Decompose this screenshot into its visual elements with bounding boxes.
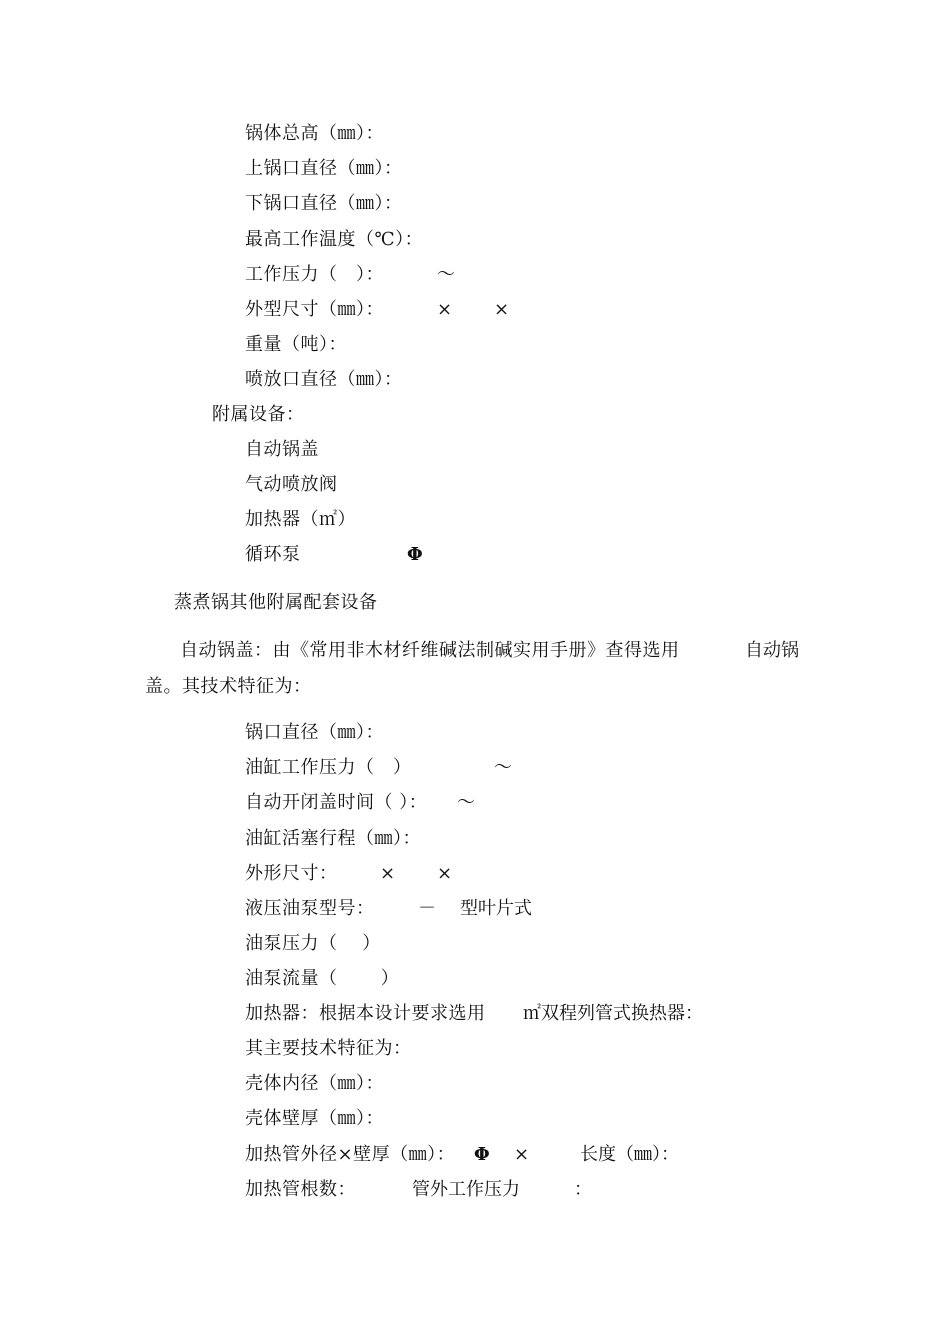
accessory-item: 自动锅盖 (245, 439, 319, 460)
section-title: 蒸煮锅其他附属配套设备 (174, 592, 378, 613)
spec-lower-diameter: 下锅口直径（㎜）： (245, 193, 403, 214)
spec-shell-inner: 壳体内径（㎜）： (245, 1073, 384, 1094)
spec-shape-size: 外形尺寸： (245, 863, 338, 884)
spec-pump-flow: 油泵流量（ ） (245, 968, 400, 989)
paragraph-line1-tail: 自动锅 (745, 640, 799, 661)
spec-open-close-time: 自动开闭盖时间（ ）： (245, 792, 428, 813)
spec-tube-count: 加热管根数： (245, 1179, 356, 1200)
spec-open-close-tilde: ～ (457, 792, 475, 813)
spec-upper-diameter: 上锅口直径（㎜）： (245, 158, 403, 179)
spec-heater-select: 加热器：根据本设计要求选用 (245, 1003, 486, 1024)
spec-tube-x: × (514, 1144, 530, 1165)
pump-phi: Φ (407, 544, 423, 565)
spec-pump-model-dash: － (418, 898, 436, 919)
spec-tube-dims: 加热管外径×壁厚（㎜）： (245, 1144, 456, 1165)
spec-shell-wall: 壳体壁厚（㎜）： (245, 1108, 384, 1129)
spec-work-pressure: 工作压力（ ）： (245, 264, 384, 285)
accessory-item: 循环泵 (245, 544, 301, 565)
accessories-heading: 附属设备： (212, 404, 305, 425)
spec-tube-outer-colon: ： (574, 1179, 592, 1200)
accessory-item: 加热器（㎡） (245, 509, 356, 530)
spec-tube-outer-pressure: 管外工作压力 (412, 1179, 520, 1200)
spec-main-features: 其主要技术特征为： (245, 1038, 412, 1059)
spec-pot-diameter: 锅口直径（㎜）： (245, 722, 384, 743)
spec-tube-phi: Φ (474, 1144, 490, 1165)
spec-pump-model-type: 型叶片式 (460, 898, 532, 919)
spec-shape-x1: × (380, 863, 396, 884)
paragraph-line2: 盖。其技术特征为： (145, 676, 312, 697)
spec-heater-select-tail: ㎡双程列管式换热器： (523, 1003, 703, 1024)
spec-piston-stroke: 油缸活塞行程（㎜）： (245, 828, 421, 849)
spec-cyl-pressure-tilde: ～ (494, 757, 512, 778)
paragraph-line1: 自动锅盖：由《常用非木材纤维碱法制碱实用手册》查得选用 (180, 640, 680, 661)
spec-outline-x1: × (437, 299, 453, 320)
spec-weight: 重量（吨）： (245, 334, 347, 355)
spec-outline-size: 外型尺寸（㎜）： (245, 299, 384, 320)
spec-pump-pressure: 油泵压力（ ） (245, 933, 381, 954)
spec-max-temp: 最高工作温度（℃）： (245, 229, 424, 250)
spec-pump-model: 液压油泵型号： (245, 898, 375, 919)
accessory-item: 气动喷放阀 (245, 474, 338, 495)
spec-shape-x2: × (437, 863, 453, 884)
spec-tube-length: 长度（㎜）： (580, 1144, 679, 1165)
spec-nozzle-diameter: 喷放口直径（㎜）： (245, 369, 403, 390)
spec-cyl-pressure: 油缸工作压力（ ） (245, 757, 412, 778)
spec-work-pressure-tilde: ～ (437, 264, 455, 285)
spec-outline-x2: × (494, 299, 510, 320)
spec-total-height: 锅体总高（㎜）： (245, 123, 384, 144)
